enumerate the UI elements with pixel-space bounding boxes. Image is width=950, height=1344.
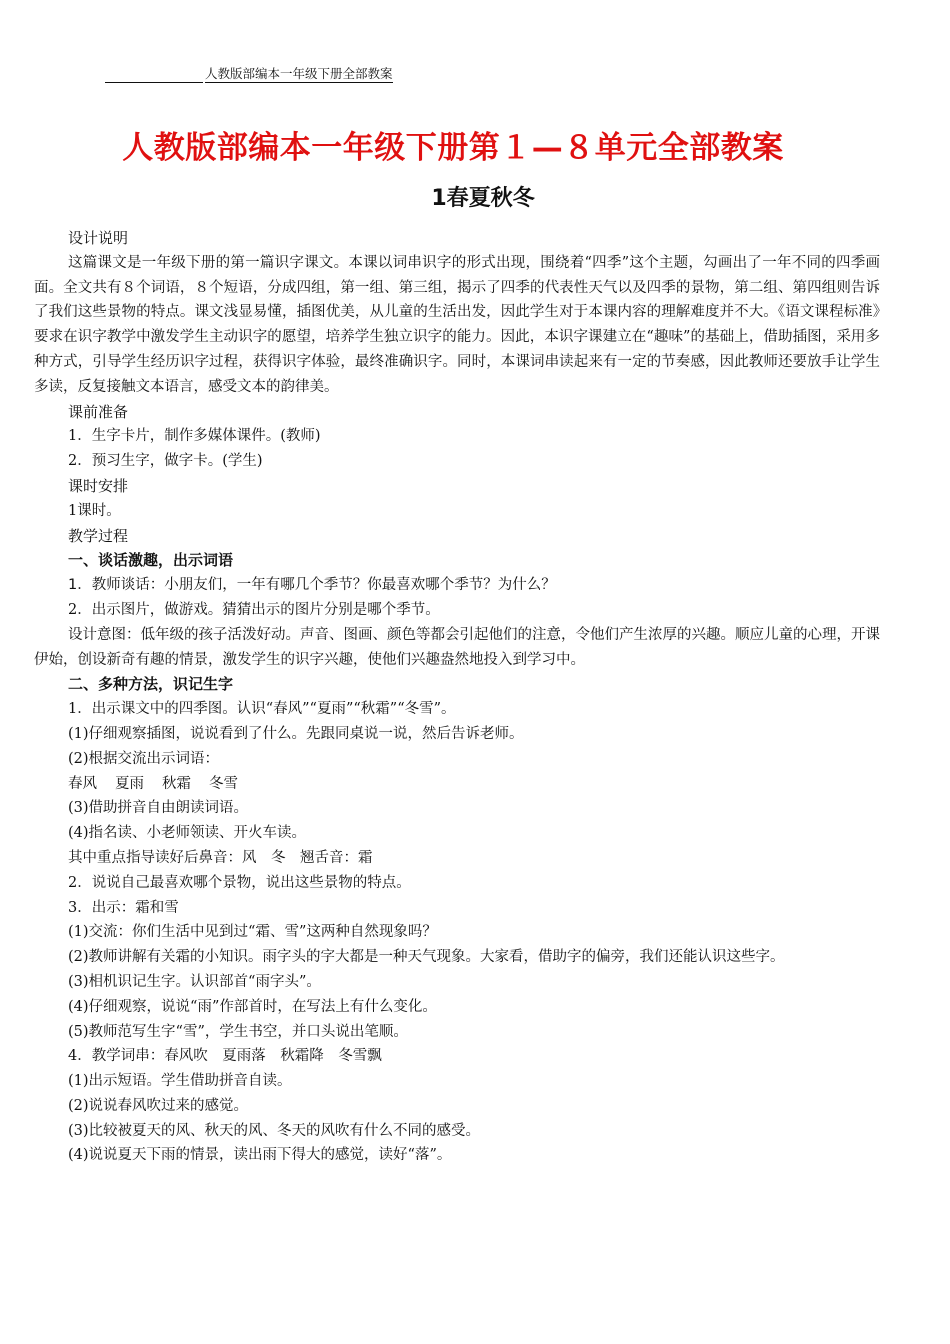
design-intent-text: 低年级的孩子活泼好动。声音、图画、颜色等都会引起他们的注意，令他们产生浓厚的兴趣。顺应儿童的心理，开课伊始，创设新奇有趣的情景，激发学生的识字兴趣，使他们兴趣盎然地投入到学习中。: [34, 626, 880, 668]
design-intent: [34, 623, 880, 673]
word-item: 夏雨: [115, 775, 144, 792]
document-body: [34, 226, 880, 1168]
part2-item-1e: 其中重点指导读好后鼻音：风 冬 翘舌音：霜: [68, 849, 373, 866]
running-header: [105, 66, 393, 83]
word-item: 春风: [68, 775, 97, 792]
part2-item-1d: (4)指名读、小老师领读、开火车读。: [68, 825, 307, 842]
design-paragraph: 这篇课文是一年级下册的第一篇识字课文。本课以词串识字的形式出现，围绕着“四季”这个主题，勾画出了一年不同的四季画面。全文共有８个词语，８个短语，分成四组，第一组、第三组，揭示了四季的代表性天气以及四季的景物，第二组、第四组则告诉了我们这些景物的特点。课文浅显易懂，插图优美，从儿童的生活出发，因此学生对于本课内容的理解难度并不大。《语文课程标准》要求在识字教学中激发学生主动识字的愿望，培养学生独立识字的能力。因此，本识字课建立在“趣味”的基础上，借助插图，采用多种方式，引导学生经历识字过程，获得识字体验，最终准确识字。同时，本课词串读起来有一定的节奏感，因此教师还要放手让学生多读，反复接触文本语言，感受文本的韵律美。: [34, 254, 880, 395]
part2-item-4b: (2)说说春风吹过来的感觉。: [68, 1097, 249, 1114]
design-heading: 设计说明: [68, 229, 129, 247]
word-list: [34, 772, 880, 797]
part2-item-3c: (3)相机识记生字。认识部首“雨字头”。: [68, 973, 321, 990]
running-title: 人教版部编本一年级下册全部教案: [205, 66, 393, 81]
schedule-text: 1课时。: [68, 502, 121, 519]
document-title: 人教版部编本一年级下册第１—８单元全部教案: [122, 130, 784, 166]
part2-heading: 二、多种方法，识记生字: [68, 675, 234, 694]
part2-item-3e: (5)教师范写生字“雪”，学生书空，并口头说出笔顺。: [68, 1023, 408, 1040]
part2-item-3b: (2)教师讲解有关霜的小知识。雨字头的字大都是一种天气现象。大家看，借助字的偏旁，我们还能认识这些字。: [68, 949, 785, 966]
header-rule: [105, 69, 203, 83]
part1-item-1-text: 小朋友们，一年有哪几个季节？你最喜欢哪个季节？为什么？: [164, 577, 556, 594]
part1-item-1: [34, 573, 880, 598]
word-item: 冬雪: [209, 775, 238, 792]
part1-item-2: 2．出示图片，做游戏。猜猜出示的图片分别是哪个季节。: [68, 601, 440, 618]
part2-item-4: 4．教学词串：春风吹 夏雨落 秋霜降 冬雪飘: [68, 1048, 382, 1065]
lesson-title: 1春夏秋冬: [431, 186, 535, 211]
part2-item-1: 1．出示课文中的四季图。认识“春风”“夏雨”“秋霜”“冬雪”。: [68, 701, 456, 718]
prep-item-2: 2．预习生字，做字卡。(学生): [68, 453, 263, 470]
prep-heading: 课前准备: [68, 402, 129, 421]
design-intent-label: 设计意图：: [68, 626, 141, 643]
part2-item-1a: (1)仔细观察插图，说说看到了什么。先跟同桌说一说，然后告诉老师。: [68, 725, 524, 742]
part1-heading: 一、谈话激趣，出示词语: [68, 551, 234, 570]
schedule-heading: 课时安排: [68, 476, 129, 495]
part2-item-1b: (2)根据交流出示词语：: [68, 750, 220, 767]
part1-item-1-label: 1．教师谈话：: [68, 577, 165, 594]
part2-item-3a: (1)交流：你们生活中见到过“霜、雪”这两种自然现象吗？: [68, 924, 437, 941]
process-heading: 教学过程: [68, 526, 129, 545]
part2-item-4a: (1)出示短语。学生借助拼音自读。: [68, 1073, 292, 1090]
part2-item-2: 2．说说自己最喜欢哪个景物，说出这些景物的特点。: [68, 874, 411, 891]
part2-item-3d: (4)仔细观察，说说“雨”作部首时，在写法上有什么变化。: [68, 998, 437, 1015]
part2-item-1c: (3)借助拼音自由朗读词语。: [68, 800, 249, 817]
part2-item-3: 3．出示：霜和雪: [68, 899, 179, 916]
part2-item-4c: (3)比较被夏天的风、秋天的风、冬天的风吹有什么不同的感受。: [68, 1122, 481, 1139]
word-item: 秋霜: [162, 775, 191, 792]
prep-item-1: 1．生字卡片，制作多媒体课件。(教师): [68, 428, 321, 445]
part2-item-4d: (4)说说夏天下雨的情景，读出雨下得大的感觉，读好“落”。: [68, 1147, 452, 1164]
